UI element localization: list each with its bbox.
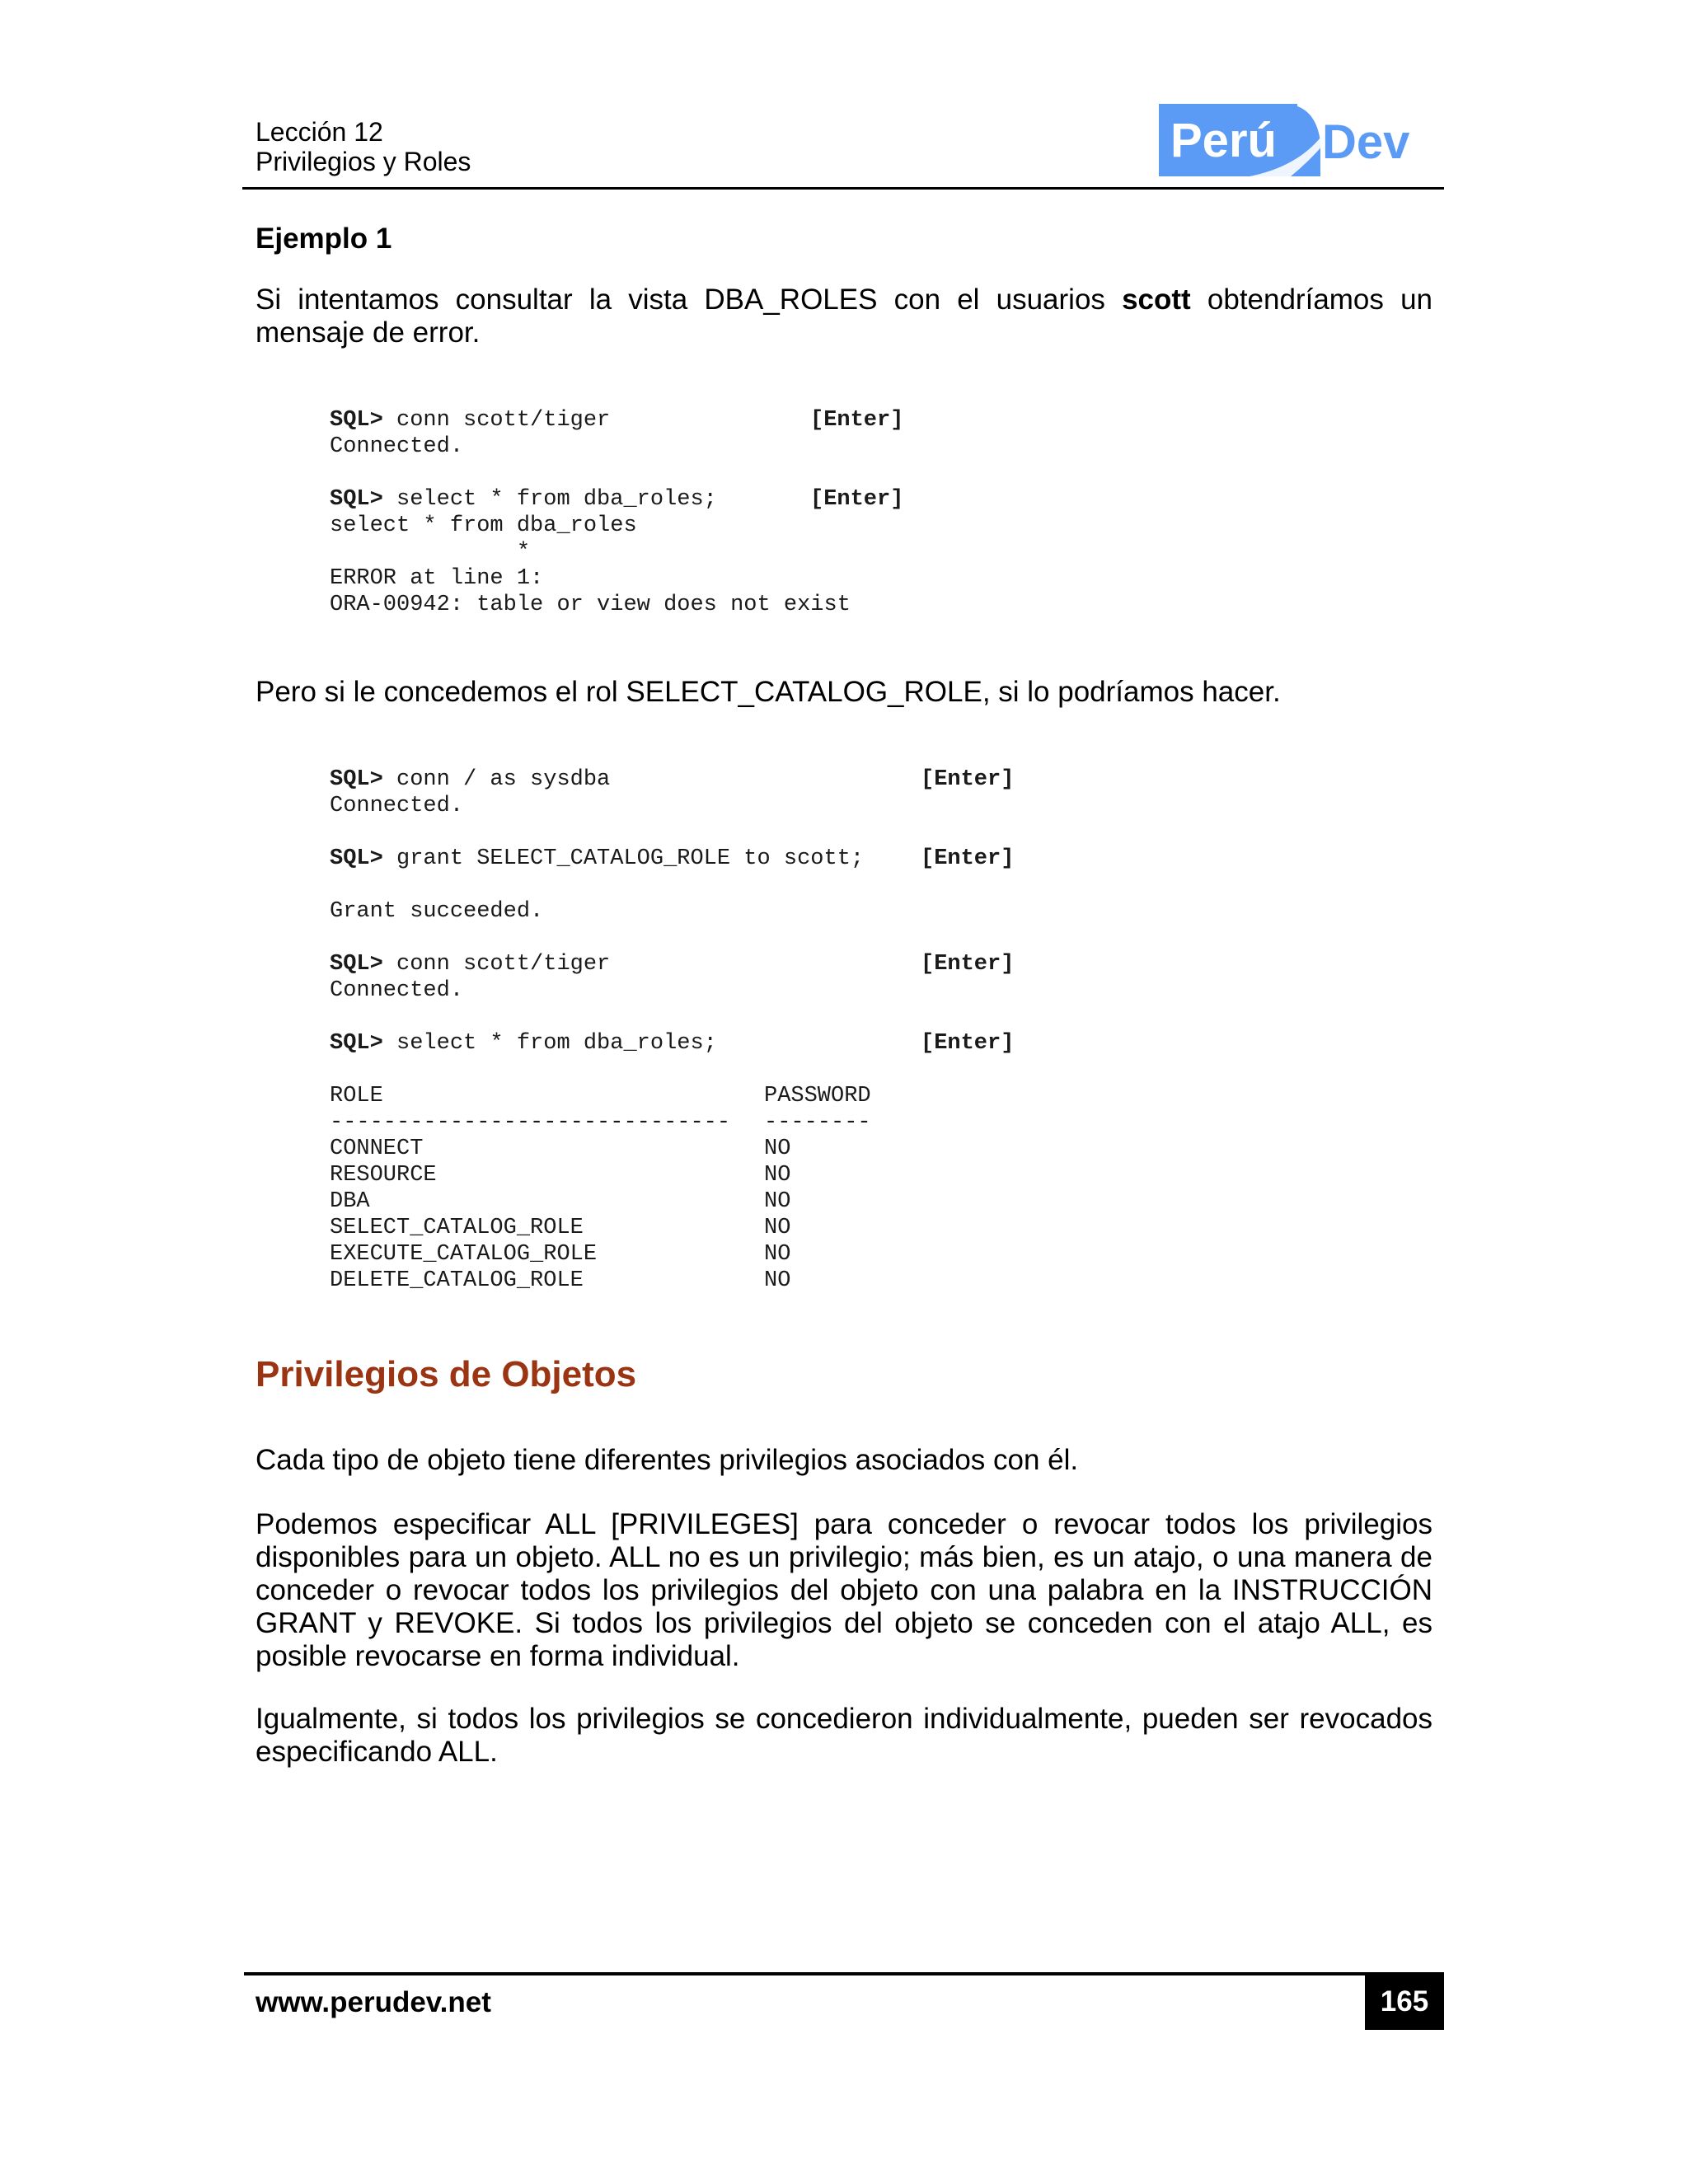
role-cell: DBA xyxy=(330,1189,370,1214)
footer-website: www.perudev.net xyxy=(256,1986,491,2018)
table-row xyxy=(330,1215,864,1241)
section-paragraph-1: Cada tipo de objeto tiene diferentes privilegios asociados con él. xyxy=(256,1444,1079,1476)
code-line: SQL> select * from dba_roles; [Enter] xyxy=(330,1031,1015,1056)
password-cell: NO xyxy=(764,1216,791,1240)
code-line: SQL> select * from dba_roles; [Enter] xyxy=(330,487,904,512)
column-header-role: ROLE xyxy=(330,1084,383,1108)
logo-text-dev: Dev xyxy=(1322,115,1410,169)
table-row xyxy=(330,1136,864,1162)
perudev-logo xyxy=(1159,101,1424,180)
grant-intro-paragraph: Pero si le concedemos el rol SELECT_CATALOG_ROLE, si lo podríamos hacer. xyxy=(256,676,1281,708)
header-divider xyxy=(242,187,1444,190)
page-header xyxy=(256,117,471,176)
table-row xyxy=(330,1268,864,1294)
code-block-1 xyxy=(330,407,904,618)
role-cell: DELETE_CATALOG_ROLE xyxy=(330,1268,584,1293)
table-row xyxy=(330,1241,864,1268)
example-heading: Ejemplo 1 xyxy=(256,223,392,255)
code-line: * xyxy=(330,540,531,565)
logo-text-peru: Perú xyxy=(1170,114,1277,167)
table-header-row xyxy=(330,1083,871,1109)
code-line: SQL> conn scott/tiger [Enter] xyxy=(330,408,904,433)
password-cell: NO xyxy=(764,1137,791,1161)
code-line: SQL> conn scott/tiger [Enter] xyxy=(330,952,1015,977)
role-cell: RESOURCE xyxy=(330,1163,437,1188)
code-line: Connected. xyxy=(330,794,464,818)
code-line: SQL> conn / as sysdba [Enter] xyxy=(330,767,1015,792)
password-cell: NO xyxy=(764,1268,791,1293)
table-row xyxy=(330,1162,864,1188)
lesson-label: Lección 12 xyxy=(256,117,383,147)
code-line: Connected. xyxy=(330,978,464,1003)
section-paragraph-2: Podemos especificar ALL [PRIVILEGES] para conceder o revocar todos los privilegios disponibles para un objeto. ALL no es un privilegio; más bien, es un atajo, o una manera de conceder o revocar todos los privilegios del objeto con una palabra en la INSTRUCCIÓN GRANT y REVOKE. Si todos los privilegios del objeto se conceden con el atajo ALL, es posible revocarse en forma individual. xyxy=(256,1508,1432,1672)
password-cell: NO xyxy=(764,1189,791,1214)
lesson-subtitle: Privilegios y Roles xyxy=(256,147,471,176)
password-cell: NO xyxy=(764,1242,791,1267)
password-cell: NO xyxy=(764,1163,791,1188)
code-line: ORA-00942: table or view does not exist xyxy=(330,593,851,617)
code-line: ERROR at line 1: xyxy=(330,566,544,591)
code-line: select * from dba_roles xyxy=(330,513,637,538)
code-block-2 xyxy=(330,766,1015,1294)
role-cell: EXECUTE_CATALOG_ROLE xyxy=(330,1242,598,1267)
role-cell: SELECT_CATALOG_ROLE xyxy=(330,1216,584,1240)
footer-divider xyxy=(244,1972,1444,1975)
section-heading: Privilegios de Objetos xyxy=(256,1354,637,1394)
role-cell: CONNECT xyxy=(330,1137,424,1161)
section-paragraph-3: Igualmente, si todos los privilegios se concedieron individualmente, pueden ser revocados especificando ALL. xyxy=(256,1703,1432,1768)
username-bold: scott xyxy=(1122,284,1191,316)
table-row xyxy=(330,1188,864,1215)
column-header-password: PASSWORD xyxy=(764,1084,871,1108)
code-line: SQL> grant SELECT_CATALOG_ROLE to scott; [Enter] xyxy=(330,846,1015,871)
code-line: Grant succeeded. xyxy=(330,899,544,924)
example-intro-paragraph: Si intentamos consultar la vista DBA_ROLES con el usuarios scott obtendríamos un mensaje de error. xyxy=(256,284,1432,349)
page-number: 165 xyxy=(1365,1974,1444,2030)
table-separator-row: ------------------------------ -------- xyxy=(330,1110,871,1135)
code-line: Connected. xyxy=(330,434,464,459)
